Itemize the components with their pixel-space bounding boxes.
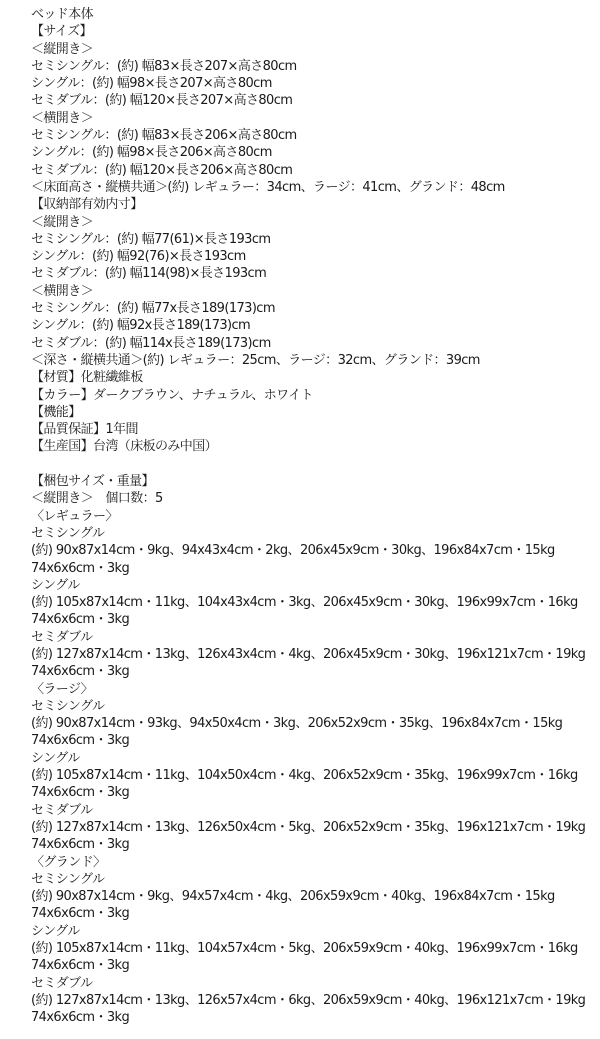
spec-line: セミシングル：(約) 幅83×長さ207×高さ80cm (31, 58, 297, 74)
spec-line: (約) 127x87x14cm・13kg、126x50x4cm・5kg、206x52x9cm・35kg、196x121x7cm・19kg (31, 819, 586, 835)
spec-line: セミシングル：(約) 幅83×長さ206×高さ80cm (31, 128, 297, 144)
spec-line: ＜縦開き＞ 個口数：5 (31, 491, 163, 507)
spec-line: 74x6x6cm・3kg (31, 1010, 130, 1026)
spec-line: セミダブル (31, 802, 93, 818)
spec-line: シングル：(約) 幅98×長さ207×高さ80cm (31, 76, 272, 92)
spec-line: ＜床面高さ・縦横共通＞(約) レギュラー：34cm、ラージ：41cm、グランド：48cm (31, 179, 505, 195)
spec-line: シングル (31, 750, 80, 766)
spec-line: セミダブル (31, 975, 93, 991)
spec-line: シングル (31, 577, 80, 593)
spec-line: ＜横開き＞ (31, 110, 94, 126)
spec-line: (約) 105x87x14cm・11kg、104x57x4cm・5kg、206x59x9cm・40kg、196x99x7cm・16kg (31, 941, 578, 957)
spec-line: 【収納部有効内寸】 (31, 197, 143, 213)
spec-line: 【梱包サイズ・重量】 (31, 474, 154, 490)
spec-line: シングル：(約) 幅98×長さ206×高さ80cm (31, 145, 272, 161)
spec-line: セミダブル：(約) 幅120×長さ206×高さ80cm (31, 162, 293, 178)
spec-line: セミシングル：(約) 幅77x長さ189(173)cm (31, 301, 275, 317)
spec-line: 〈レギュラー〉 (31, 508, 118, 524)
spec-line: 【生産国】台湾（床板のみ中国） (31, 439, 218, 455)
spec-line: ＜縦開き＞ (31, 41, 94, 57)
spec-line: ＜深さ・縦横共通＞(約) レギュラー：25cm、ラージ：32cm、グランド：39cm (31, 352, 480, 368)
spec-line: セミダブル：(約) 幅120×長さ207×高さ80cm (31, 93, 293, 109)
spec-line: (約) 90x87x14cm・9kg、94x43x4cm・2kg、206x45x9cm・30kg、196x84x7cm・15kg (31, 543, 555, 559)
spec-line: 【カラー】ダークブラウン、ナチュラル、ホワイト (31, 387, 313, 403)
spec-line: 〈グランド〉 (31, 854, 106, 870)
spec-line: ベッド本体 (31, 7, 94, 22)
spec-line: 74x6x6cm・3kg (31, 785, 130, 801)
spec-line: 〈ラージ〉 (31, 681, 93, 697)
spec-line: セミダブル：(約) 幅114x長さ189(173)cm (31, 335, 271, 351)
spec-line: 74x6x6cm・3kg (31, 837, 130, 853)
spec-line: セミシングル (31, 871, 105, 887)
spec-line: 74x6x6cm・3kg (31, 733, 130, 749)
spec-line: 【サイズ】 (31, 24, 92, 40)
spec-line: シングル：(約) 幅92x長さ189(173)cm (31, 318, 251, 334)
spec-line: セミダブル (31, 629, 93, 645)
spec-line: セミダブル：(約) 幅114(98)×長さ193cm (31, 266, 267, 282)
spec-line: 74x6x6cm・3kg (31, 560, 130, 576)
spec-line: 【材質】化粧繊維板 (31, 370, 143, 386)
spec-line: シングル (31, 923, 80, 939)
spec-line: 74x6x6cm・3kg (31, 906, 130, 922)
blank-line (31, 456, 600, 473)
spec-line: (約) 90x87x14cm・9kg、94x57x4cm・4kg、206x59x9cm・40kg、196x84x7cm・15kg (31, 889, 555, 905)
spec-line: 74x6x6cm・3kg (31, 664, 130, 680)
spec-line: ＜縦開き＞ (31, 214, 94, 230)
spec-line: ＜横開き＞ (31, 283, 94, 299)
spec-line: (約) 105x87x14cm・11kg、104x43x4cm・3kg、206x45x9cm・30kg、196x99x7cm・16kg (31, 595, 578, 611)
spec-line: セミシングル (31, 698, 105, 714)
spec-line: 74x6x6cm・3kg (31, 612, 130, 628)
spec-line: (約) 127x87x14cm・13kg、126x57x4cm・6kg、206x59x9cm・40kg、196x121x7cm・19kg (31, 992, 586, 1008)
spec-line: 【機能】 (31, 404, 81, 420)
spec-line: シングル：(約) 幅92(76)×長さ193cm (31, 249, 246, 265)
spec-line: 【品質保証】1年間 (31, 422, 138, 438)
spec-line: セミシングル：(約) 幅77(61)×長さ193cm (31, 231, 271, 247)
spec-line: (約) 90x87x14cm・93kg、94x50x4cm・3kg、206x52x9cm・35kg、196x84x7cm・15kg (31, 716, 563, 732)
spec-line: (約) 105x87x14cm・11kg、104x50x4cm・4kg、206x52x9cm・35kg、196x99x7cm・16kg (31, 768, 578, 784)
spec-line: 74x6x6cm・3kg (31, 958, 130, 974)
spec-line: セミシングル (31, 525, 105, 541)
spec-line: (約) 127x87x14cm・13kg、126x43x4cm・4kg、206x45x9cm・30kg、196x121x7cm・19kg (31, 646, 586, 662)
